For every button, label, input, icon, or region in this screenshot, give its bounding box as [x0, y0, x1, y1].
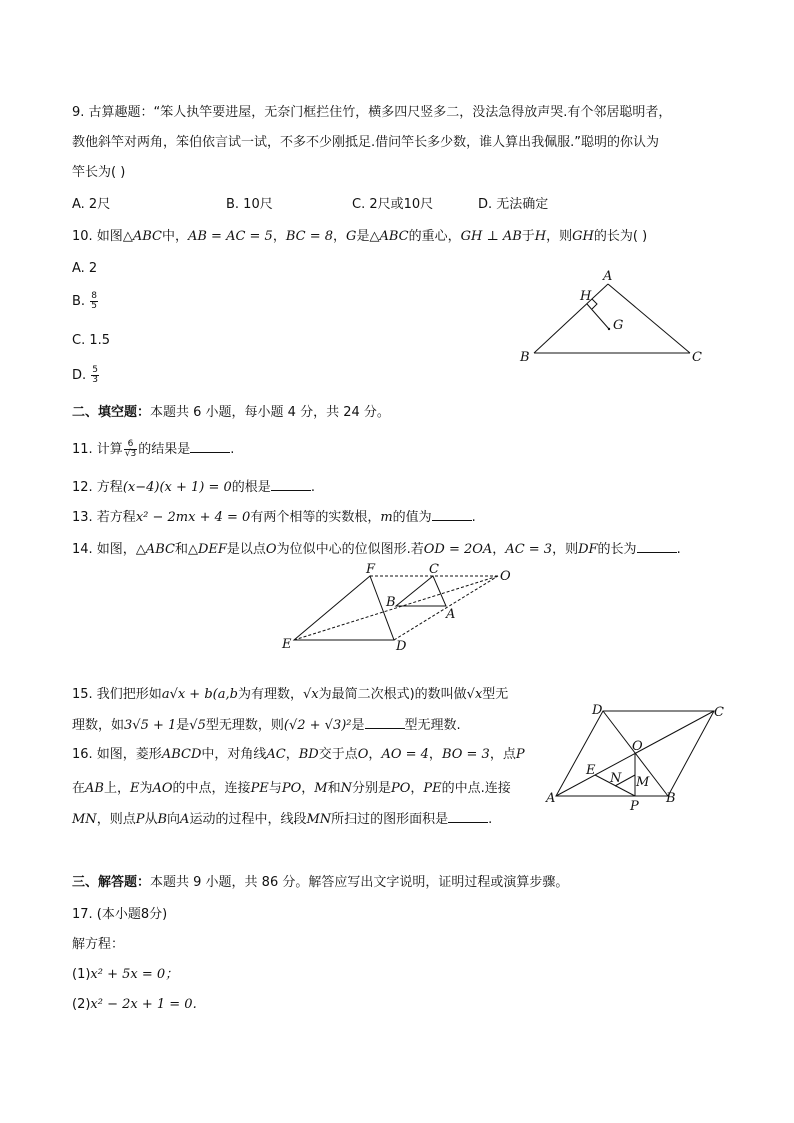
q16-text: 为	[139, 781, 153, 796]
q15-sqrt-x: √x	[302, 687, 319, 702]
q15-text: 为最简二次根式)的数叫做	[318, 687, 467, 702]
q17-part1-equation: x² + 5x = 0；	[90, 967, 179, 982]
q10-right-angle-mark	[592, 299, 597, 309]
q15-text: 15. 我们把形如	[72, 687, 162, 702]
q16-text: ，点	[489, 747, 516, 762]
q15-line2	[72, 716, 461, 735]
q16-po: PO	[281, 781, 302, 796]
q15-text: 型无理数.	[404, 718, 461, 733]
q10-text: 的长为( )	[593, 229, 648, 244]
q14-figure	[276, 562, 526, 658]
q10-option-c: C. 1.5	[72, 333, 111, 348]
q16-figure	[540, 700, 730, 816]
q11-tail: 的结果是	[138, 442, 191, 457]
q14-text: 和	[174, 542, 188, 557]
q11-prefix: 11. 计算	[72, 442, 123, 457]
q9-line2: 教他斜竿对两角，笨伯依言试一试，不多不少刚抵足.借问竿长多少数，谁人算出我佩服.”聪明的你认为	[72, 135, 660, 150]
fraction-numerator: 8	[91, 291, 97, 301]
q9-option-c: C. 2尺或10尺	[352, 197, 434, 212]
q16-b: B	[157, 812, 168, 827]
q16-text: 向	[167, 812, 181, 827]
q10-text: 是	[356, 229, 370, 244]
q17-title: 17. (本小题8分)	[72, 907, 168, 922]
q10-text: ，则	[546, 229, 573, 244]
q15-expression: (√2 + √3)²	[283, 718, 352, 733]
q16-mn: MN	[306, 812, 332, 827]
q12: 12. 方程(x−4)(x + 1) = 0的根是 .	[72, 480, 315, 495]
answer-blank[interactable]	[365, 716, 405, 729]
q10-h: H	[534, 229, 547, 244]
q10-gh: GH	[572, 229, 594, 244]
q14-df: DF	[578, 542, 598, 557]
q14-prefix: 14. 如图，	[72, 542, 136, 557]
q15-example: 3√5 + 1	[124, 718, 177, 733]
q16-bo: BO = 3	[441, 747, 490, 762]
q17-part2-label: (2)	[72, 997, 91, 1012]
q16-ao: AO	[152, 781, 173, 796]
q14-label-d: D	[396, 639, 407, 654]
q14-tail: 的长为	[597, 542, 637, 557]
q14-text: 为位似中心的位似图形.若	[276, 542, 424, 557]
q10-triangle-symbol: △	[122, 229, 133, 244]
q14-label-a: A	[446, 607, 456, 622]
q13-prefix: 13. 若方程	[72, 510, 136, 525]
q10-eq1: AB = AC = 5	[187, 229, 273, 244]
q16-n: N	[340, 781, 352, 796]
answer-blank[interactable]	[190, 440, 230, 453]
q16-ab: AB	[85, 781, 104, 796]
section3-heading	[72, 874, 568, 892]
q10-label-c: C	[692, 350, 702, 365]
q14-triangle-abc-shape	[396, 576, 446, 606]
q10-text: ，	[333, 229, 347, 244]
q10-label-h: H	[580, 289, 592, 304]
q16-text: ，	[368, 747, 382, 762]
q16-ao: AO = 4	[381, 747, 429, 762]
q16-text: ，则点	[96, 812, 136, 827]
q14-ray-oe	[294, 576, 498, 640]
fraction-denominator: 3	[92, 375, 99, 385]
q16-text: 从	[144, 812, 158, 827]
q15-text: 型无理数，则	[205, 718, 284, 733]
q16-po: PO	[390, 781, 411, 796]
q14-triangle-def: △DEF	[187, 542, 227, 557]
q10-label-b: B	[520, 350, 530, 365]
q14-triangle-def-shape	[294, 576, 394, 640]
q10-text: 于	[521, 229, 535, 244]
q16-text: 与	[268, 781, 282, 796]
q16-line3: MN，则点P从B向A运动的过程中，线段MN所扫过的图形面积是 .	[72, 812, 493, 827]
q15-sqrt-x: √x	[466, 687, 483, 702]
q13-m: m	[380, 510, 393, 525]
q10-option-d-label: D.	[72, 368, 87, 383]
q10-segment-gh	[587, 304, 609, 329]
q10-stem	[72, 228, 647, 246]
q13-text: 有两个相等的实数根，	[250, 510, 381, 525]
fraction-denominator: 5	[91, 301, 97, 311]
q12-prefix: 12. 方程	[72, 480, 123, 495]
q16-text: ，	[410, 781, 424, 796]
q16-e: E	[129, 781, 140, 796]
q16-text: ，	[285, 747, 299, 762]
q16-a: A	[180, 812, 190, 827]
q10-gh-perp: GH ⊥ AB	[460, 229, 522, 244]
q13-equation: x² − 2mx + 4 = 0	[135, 510, 251, 525]
q16-text: ，	[301, 781, 315, 796]
q10-triangle-symbol: △	[369, 229, 380, 244]
q10-option-a: A. 2	[72, 261, 98, 276]
q16-text: 分别是	[351, 781, 391, 796]
q16-line1	[72, 746, 525, 764]
q16-abcd: ABCD	[161, 747, 202, 762]
q10-option-b-label: B.	[72, 294, 86, 309]
section2-description: 本题共 6 小题，每小题 4 分，共 24 分。	[150, 405, 390, 420]
section2-title: 二、填空题：	[72, 405, 151, 420]
q15-text: 是	[351, 718, 365, 733]
q16-p: P	[515, 747, 525, 762]
q16-ac: AC	[266, 747, 286, 762]
section2-heading	[72, 404, 390, 422]
q17-intro: 解方程：	[72, 937, 125, 952]
q14-eq1: OD = 2OA	[423, 542, 493, 557]
q10-text: 中，	[161, 229, 188, 244]
q10-option-b-fraction	[90, 292, 98, 311]
q14-label-e: E	[282, 637, 292, 652]
q9-option-a: A. 2尺	[72, 197, 111, 212]
q16-text: 所扫过的图形面积是	[331, 812, 449, 827]
q14-label-b: B	[386, 595, 396, 610]
q10-prefix: 10. 如图	[72, 229, 123, 244]
q15-text: 理数，如	[72, 718, 125, 733]
fraction-numerator: 5	[92, 365, 99, 375]
q10-eq2: BC = 8	[285, 229, 334, 244]
answer-blank[interactable]	[432, 508, 472, 521]
q10-option-d-fraction	[91, 366, 99, 385]
q13-tail: 的值为	[392, 510, 432, 525]
q16-pe: PE	[250, 781, 269, 796]
answer-blank[interactable]	[271, 478, 311, 491]
q16-text: 的中点.连接	[441, 781, 511, 796]
q16-p: P	[135, 812, 145, 827]
q10-abc: ABC	[132, 229, 162, 244]
q9-option-b: B. 10尺	[226, 197, 273, 212]
q16-label-a: A	[546, 791, 556, 806]
q17-part1	[72, 966, 178, 984]
q16-text: 上，	[103, 781, 130, 796]
q10-label-g: G	[613, 318, 624, 333]
q15-text: 是	[176, 718, 190, 733]
q16-pe: PE	[423, 781, 442, 796]
q13: 13. 若方程x² − 2mx + 4 = 0有两个相等的实数根，m的值为 .	[72, 510, 476, 525]
q15-sqrt5: √5	[189, 718, 206, 733]
q10-option-d	[72, 366, 100, 385]
q14: 14. 如图，△ABC和△DEF是以点O为位似中心的位似图形.若OD = 2OA，AC = 3，则DF的长为 .	[72, 542, 681, 557]
q11: 11. 计算 $\frac{6}{√3}$ 的结果是 .	[72, 439, 235, 459]
q16-label-n: N	[610, 771, 622, 786]
q14-text: ，	[492, 542, 506, 557]
q9-option-d: D. 无法确定	[478, 197, 549, 212]
q14-label-f: F	[366, 562, 376, 577]
q17-part1-label: (1)	[72, 967, 91, 982]
q10-figure	[510, 266, 710, 366]
q15-form: a√x + b(a,b	[161, 687, 238, 702]
answer-blank[interactable]	[448, 810, 488, 823]
q14-label-c: C	[429, 562, 439, 577]
q10-point-g	[608, 328, 610, 330]
q10-g: G	[346, 229, 357, 244]
q12-equation: (x−4)(x + 1) = 0	[122, 480, 232, 495]
q16-text: 16. 如图，菱形	[72, 747, 162, 762]
section3-description: 本题共 9 小题，共 86 分。解答应写出文字说明，证明过程或演算步骤。	[150, 875, 569, 890]
q17-part2-equation: x² − 2x + 1 = 0.	[90, 997, 197, 1012]
q15-line1	[72, 686, 508, 704]
q16-label-c: C	[714, 705, 724, 720]
q9-line1: 9. 古算趣题：“笨人执竿要进屋，无奈门框拦住竹，横多四尺竖多二，没法急得放声哭.有个邻居聪明者，	[72, 105, 672, 120]
q15-text: 型无	[482, 687, 509, 702]
q14-text: ，则	[552, 542, 579, 557]
q16-text: 中，对角线	[201, 747, 267, 762]
q10-abc: ABC	[379, 229, 409, 244]
q10-side-ab	[534, 284, 608, 353]
q16-text: 在	[72, 781, 86, 796]
q16-m: M	[314, 781, 328, 796]
fraction-denominator: √3	[124, 449, 137, 459]
q10-label-a: A	[603, 269, 613, 284]
fraction-numerator: 6	[124, 440, 137, 450]
q16-line2	[72, 780, 511, 798]
q14-eq2: AC = 3	[505, 542, 553, 557]
q16-text: ，	[428, 747, 442, 762]
q16-label-b: B	[666, 791, 676, 806]
section3-title: 三、解答题：	[72, 875, 151, 890]
q14-label-o: O	[500, 569, 511, 584]
q14-text: 是以点	[226, 542, 266, 557]
q14-o: O	[265, 542, 277, 557]
q16-label-m: M	[636, 775, 650, 790]
q16-label-d: D	[592, 703, 603, 718]
q14-triangle-abc: △ABC	[135, 542, 175, 557]
answer-blank[interactable]	[637, 540, 677, 553]
q12-tail: 的根是	[231, 480, 271, 495]
q11-fraction	[124, 440, 137, 459]
q10-option-b	[72, 292, 99, 311]
q10-text: 的重心，	[408, 229, 461, 244]
q17-part2	[72, 996, 197, 1014]
q16-text: 和	[327, 781, 341, 796]
q16-bd: BD	[298, 747, 319, 762]
q15-text: 为有理数，	[237, 687, 303, 702]
q10-text: ，	[272, 229, 286, 244]
q16-text: 运动的过程中，线段	[189, 812, 307, 827]
q16-text: 的中点，连接	[172, 781, 251, 796]
q16-label-o: O	[632, 739, 643, 754]
q16-label-e: E	[586, 763, 596, 778]
q16-mn: MN	[72, 812, 97, 827]
q16-label-p: P	[630, 799, 639, 814]
q16-o: O	[357, 747, 369, 762]
q9-line3: 竿长为( )	[72, 165, 126, 180]
q16-text: 交于点	[318, 747, 358, 762]
